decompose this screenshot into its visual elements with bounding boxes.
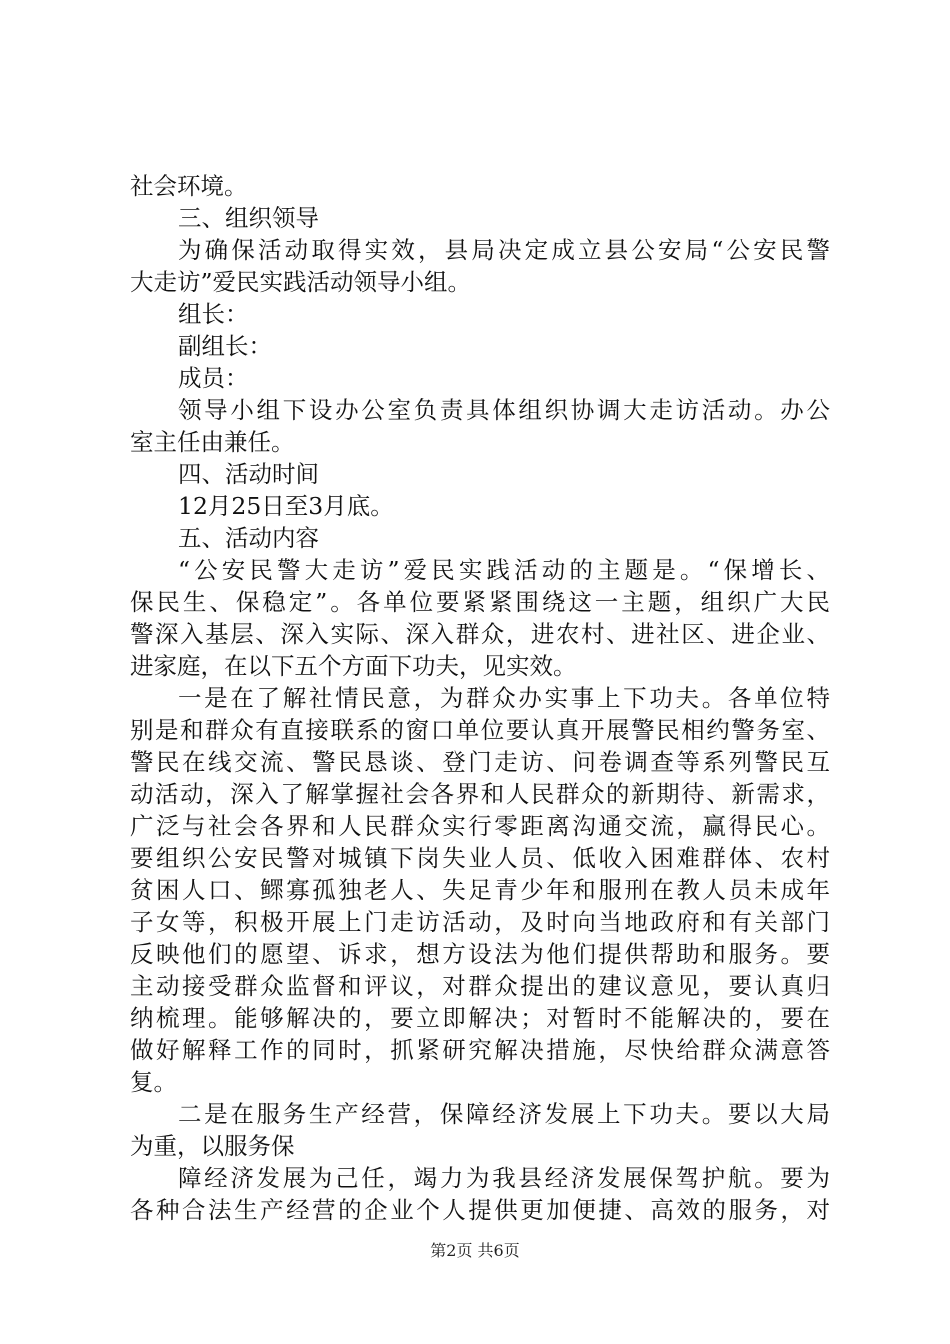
text-line: 反映他们的愿望、诉求，想方设法为他们提供帮助和服务。要: [130, 940, 830, 968]
text-line: 障经济发展为己任，竭力为我县经济发展保驾护航。要为: [178, 1164, 830, 1192]
text-line: 进家庭，在以下五个方面下功夫，见实效。: [130, 652, 577, 680]
text-line: 大走访”爱民实践活动领导小组。: [130, 268, 472, 296]
text-line: 二是在服务生产经营，保障经济发展上下功夫。要以大局: [178, 1100, 830, 1128]
text-line: 成员：: [178, 364, 249, 392]
text-line: 三、组织领导: [178, 204, 319, 232]
text-line: 为重，以服务保: [130, 1132, 295, 1160]
text-line: “公安民警大走访”爱民实践活动的主题是。“保增长、: [178, 556, 830, 584]
text-line: 领导小组下设办公室负责具体组织协调大走访活动。办公: [178, 396, 830, 424]
text-line: 社会环境。: [130, 172, 248, 200]
text-line: 警深入基层、深入实际、深入群众，进农村、进社区、进企业、: [130, 620, 830, 648]
text-line: 一是在了解社情民意，为群众办实事上下功夫。各单位特: [178, 684, 830, 712]
text-line: 保民生、保稳定”。各单位要紧紧围绕这一主题，组织广大民: [130, 588, 830, 616]
text-line: 要组织公安民警对城镇下岗失业人员、低收入困难群体、农村: [130, 844, 830, 872]
document-body: [130, 170, 830, 1226]
text-line: 复。: [130, 1068, 177, 1096]
text-line: 五、活动内容: [178, 524, 319, 552]
text-line: 贫困人口、鳏寡孤独老人、失足青少年和服刑在教人员未成年: [130, 876, 830, 904]
text-line: 四、活动时间: [178, 460, 319, 488]
text-line: 别是和群众有直接联系的窗口单位要认真开展警民相约警务室、: [130, 716, 830, 744]
page-footer: 第2页 共6页: [430, 1241, 520, 1260]
text-line: 各种合法生产经营的企业个人提供更加便捷、高效的服务，对: [130, 1196, 830, 1224]
text-line: 副组长：: [178, 332, 272, 360]
text-line: 12月25日至3月底。: [178, 492, 394, 520]
text-line: 广泛与社会各界和人民群众实行零距离沟通交流，赢得民心。: [130, 812, 830, 840]
text-line: 纳梳理。能够解决的，要立即解决；对暂时不能解决的，要在: [130, 1004, 830, 1032]
text-line: 主动接受群众监督和评议，对群众提出的建议意见，要认真归: [130, 972, 830, 1000]
text-line: 组长：: [178, 300, 249, 328]
text-line: 室主任由兼任。: [130, 428, 295, 456]
text-line: 做好解释工作的同时，抓紧研究解决措施，尽快给群众满意答: [130, 1036, 830, 1064]
text-line: 动活动，深入了解掌握社会各界和人民群众的新期待、新需求，: [130, 780, 830, 808]
text-line: 子女等，积极开展上门走访活动，及时向当地政府和有关部门: [130, 908, 830, 936]
text-line: 为确保活动取得实效，县局决定成立县公安局“公安民警: [178, 236, 830, 264]
text-line: 警民在线交流、警民恳谈、登门走访、问卷调查等系列警民互: [130, 748, 830, 776]
